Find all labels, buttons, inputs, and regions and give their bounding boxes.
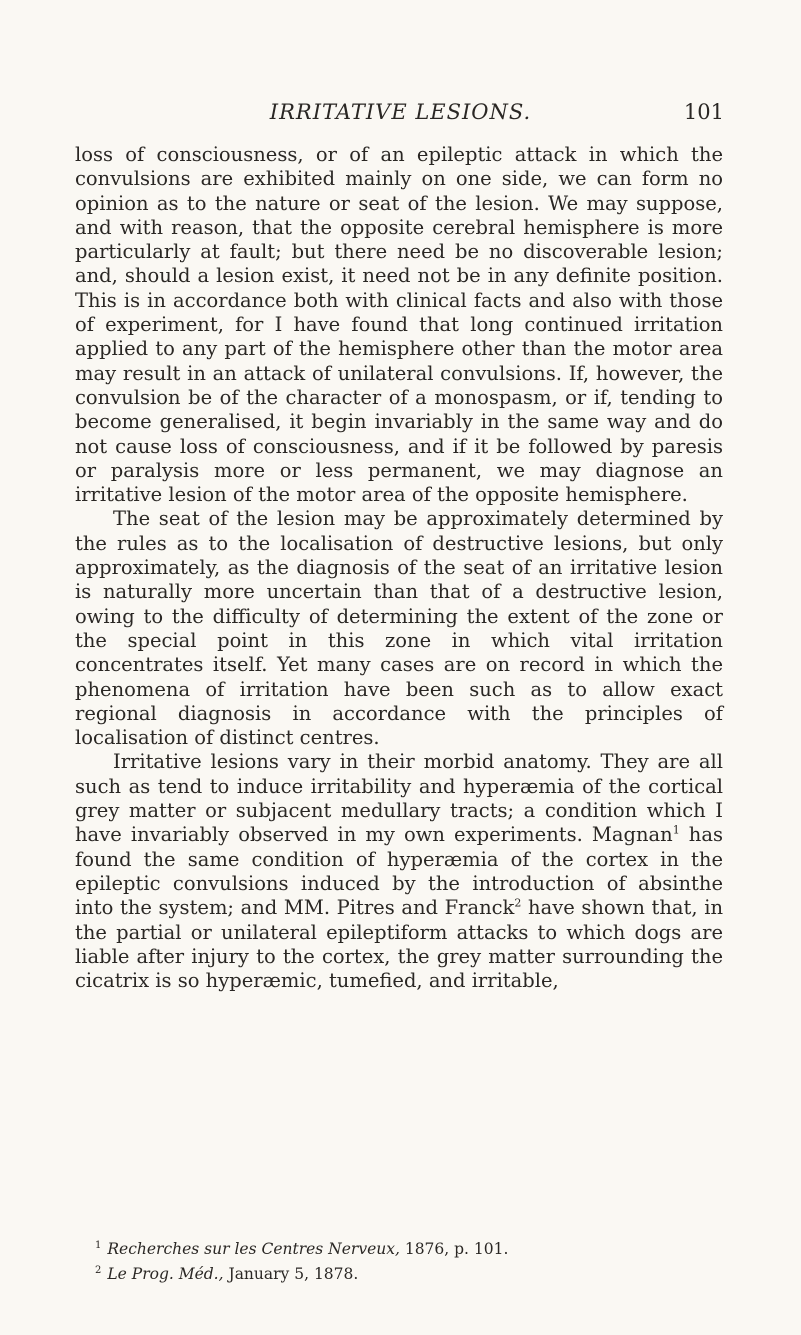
footnote-ref-1: 1 (672, 823, 680, 837)
paragraph-3-text-c: have shown that, in the partial or unilateral epileptiform attacks to which dogs are liable after injury to the cortex, the grey matter surrounding the cicatrix is so hyperæmic, tumefied, and irritable, (75, 896, 723, 993)
page-header (0, 100, 801, 130)
footnote-1-mark: 1 (95, 1240, 102, 1251)
footnote-2 (95, 1260, 723, 1285)
paragraph-3-text-a: Irritative lesions vary in their morbid anatomy. They are all such as tend to induce irritability and hyperæmia of the cortical grey matter or subjacent medullary tracts; a condition which I have invariably observed in my own experiments. Magnan (75, 750, 723, 847)
paragraph-1: loss of consciousness, or of an epileptic attack in which the convulsions are exhibited mainly on one side, we can form no opinion as to the nature or seat of the lesion. We may suppose, and with reason, that the opposite cerebral hemisphere is more particularly at fault; but there need be no discoverable lesion; and, should a lesion exist, it need not be in any definite position. This is in accordance both with clinical facts and also with those of experiment, for I have found that long continued irritation applied to any part of the hemisphere other than the motor area may result in an attack of unilateral convulsions. If, however, the convulsion be of the character of a monospasm, or if, tending to become generalised, it begin invariably in the same way and do not cause loss of consciousness, and if it be followed by paresis or paralysis more or less permanent, we may diagnose an irritative lesion of the motor area of the opposite hemisphere. (75, 143, 723, 507)
footnote-1-detail: 1876, p. 101. (399, 1240, 509, 1259)
running-title: IRRITATIVE LESIONS. (269, 100, 532, 124)
footnote-1-title: Recherches sur les Centres Nerveux, (107, 1240, 400, 1259)
footnote-ref-2: 2 (514, 896, 522, 910)
body-text (75, 143, 723, 993)
footnote-2-detail: January 5, 1878. (223, 1265, 359, 1284)
footnotes (95, 1235, 723, 1285)
footnote-2-title: Le Prog. Méd., (107, 1265, 224, 1284)
footnote-1 (95, 1235, 723, 1260)
footnote-2-mark: 2 (95, 1265, 102, 1277)
paragraph-3-text-b: has found the same condition of hyperæmia of the cortex in the epileptic convulsions induced by the introduction of absinthe into the system; and MM. Pitres and Franck (75, 823, 723, 920)
page-number: 101 (683, 100, 724, 124)
paragraph-2: The seat of the lesion may be approximately determined by the rules as to the localisation of destructive lesions, but only approximately, as the diagnosis of the seat of an irritative lesion is naturally more uncertain than that of a destructive lesion, owing to the difficulty of determining the extent of the zone or the special point in this zone in which vital irritation concentrates itself. Yet many cases are on record in which the phenomena of irritation have been such as to allow exact regional diagnosis in accordance with the principles of localisation of distinct centres. (75, 507, 723, 750)
paragraph-3 (75, 750, 723, 993)
